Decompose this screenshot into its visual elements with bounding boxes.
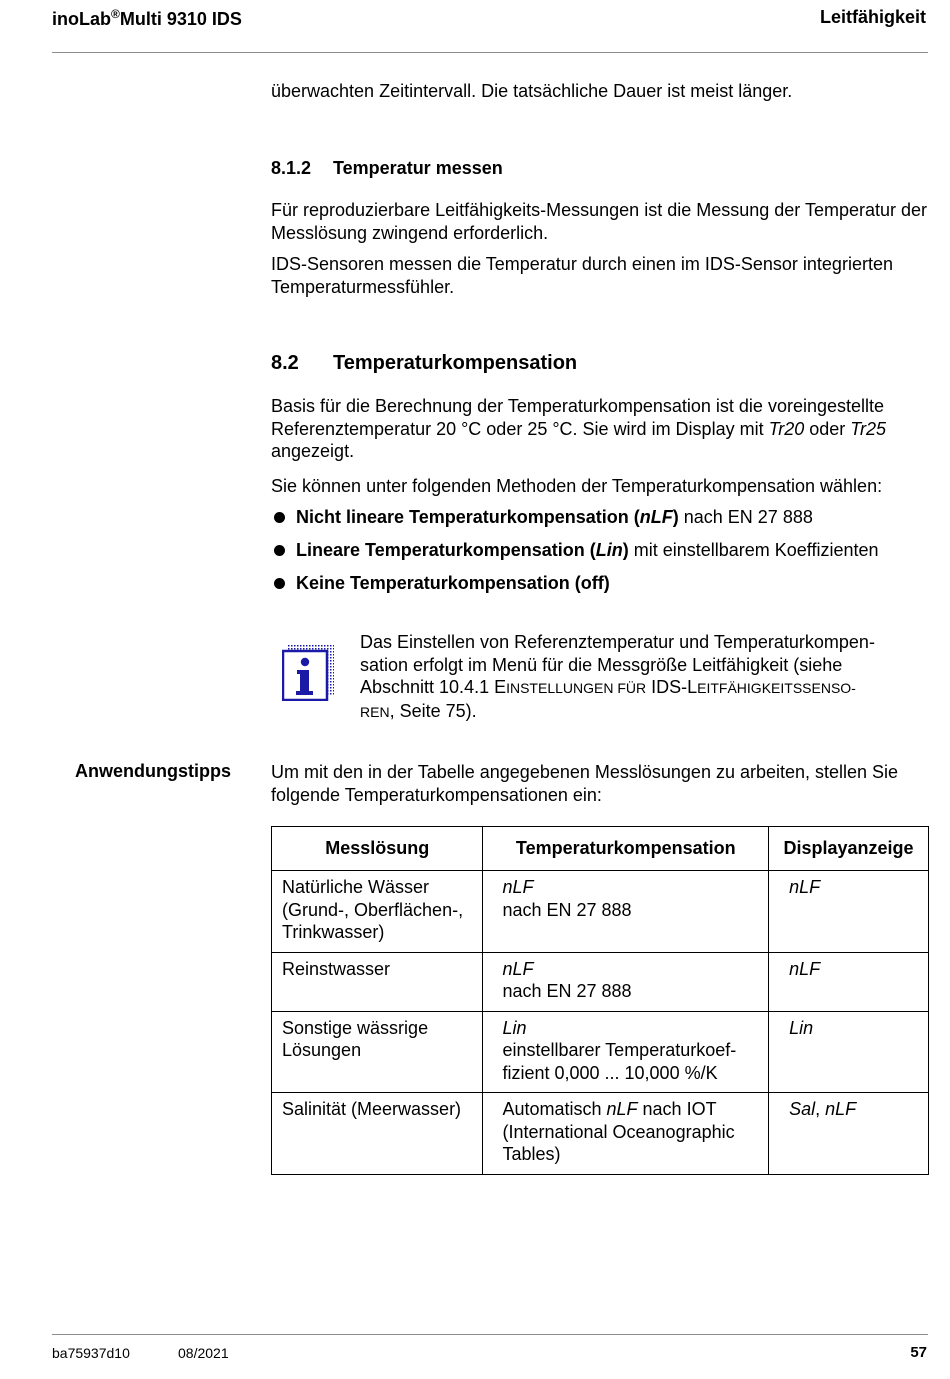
- footer-doc-id: ba75937d10: [52, 1345, 130, 1361]
- table-cell: nLF: [769, 952, 929, 1011]
- header-rule: [52, 52, 928, 53]
- info-note: Das Einstellen von Referenztemperatur und Temperaturkompen- sation erfolgt im Menü für die Messgröße Leitfähigkeit (siehe Abschnitt 10.4.1 EINSTELLUNGEN FÜR IDS-LEITFÄHIGKEITSSENSO- REN, Seite 75).: [360, 632, 875, 721]
- table-header-row: [272, 827, 929, 871]
- header-product: inoLab®Multi 9310 IDS: [52, 7, 242, 29]
- section-8-1-2-paragraph-2: IDS-Sensoren messen die Temperatur durch einen im IDS-Sensor integrierten Temperaturmessfühler.: [271, 254, 893, 297]
- header-chapter: Leitfähigkeit: [819, 7, 926, 27]
- footer-rule: [52, 1334, 928, 1335]
- table-cell: nLF: [769, 871, 929, 953]
- page-number: 57: [910, 1344, 927, 1361]
- list-item: Keine Temperaturkompensation (off): [271, 572, 927, 605]
- table-cell: nLF nach EN 27 888: [483, 952, 769, 1011]
- section-8-1-2-paragraph-1: Für reproduzierbare Leitfähigkeits-Messungen ist die Messung der Temperatur der Messlösung zwingend erforderlich.: [271, 200, 927, 243]
- footer-date: 08/2021: [178, 1345, 229, 1361]
- table-cell: Sal, nLF: [769, 1093, 929, 1175]
- table-cell: Reinstwasser: [272, 952, 483, 1011]
- table-cell: Salinität (Meerwasser): [272, 1093, 483, 1175]
- table-cell: Lin einstellbarer Temperaturkoef-fizient 0,000 ... 10,000 %/K: [483, 1011, 769, 1093]
- table-cell: Natürliche Wässer (Grund-, Oberflächen-, Trinkwasser): [272, 871, 483, 953]
- compensation-table: [271, 826, 929, 1175]
- table-row: [272, 952, 929, 1011]
- table-cell: Automatisch nLF nach IOT (International Oceanographic Tables): [483, 1093, 769, 1175]
- table-cell: nLF nach EN 27 888: [483, 871, 769, 953]
- table-row: [272, 871, 929, 953]
- list-item: Lineare Temperaturkompensation (Lin) mit einstellbarem Koeffizienten: [271, 539, 927, 572]
- list-item: Nicht lineare Temperaturkompensation (nLF) nach EN 27 888: [271, 506, 927, 539]
- section-8-2-paragraph-2: Sie können unter folgenden Methoden der Temperaturkompensation wählen:: [271, 476, 883, 496]
- section-8-2-heading: 8.2 Temperaturkompensation: [271, 352, 578, 374]
- table-cell: Sonstige wässrige Lösungen: [272, 1011, 483, 1093]
- section-8-2-paragraph-1: Basis für die Berechnung der Temperaturkompensation ist die voreingestellte Referenztemperatur 20 °C oder 25 °C. Sie wird im Display mit Tr20 oder Tr25 angezeigt.: [271, 396, 886, 461]
- table-cell: Lin: [769, 1011, 929, 1093]
- column-header: Temperaturkompensation: [483, 827, 769, 871]
- margin-label-application-tips: Anwendungstipps: [75, 761, 231, 781]
- compensation-method-list: [271, 506, 927, 605]
- intro-line: überwachten Zeitintervall. Die tatsächliche Dauer ist meist länger.: [271, 81, 793, 101]
- table-row: [272, 1093, 929, 1175]
- section-8-1-2-heading: 8.1.2 Temperatur messen: [271, 158, 503, 178]
- application-tips-text: Um mit den in der Tabelle angegebenen Messlösungen zu arbeiten, stellen Sie folgende Temperaturkompensationen ein:: [271, 762, 899, 805]
- column-header: Messlösung: [272, 827, 483, 871]
- table-row: [272, 1011, 929, 1093]
- info-icon: [282, 645, 334, 701]
- column-header: Displayanzeige: [769, 827, 929, 871]
